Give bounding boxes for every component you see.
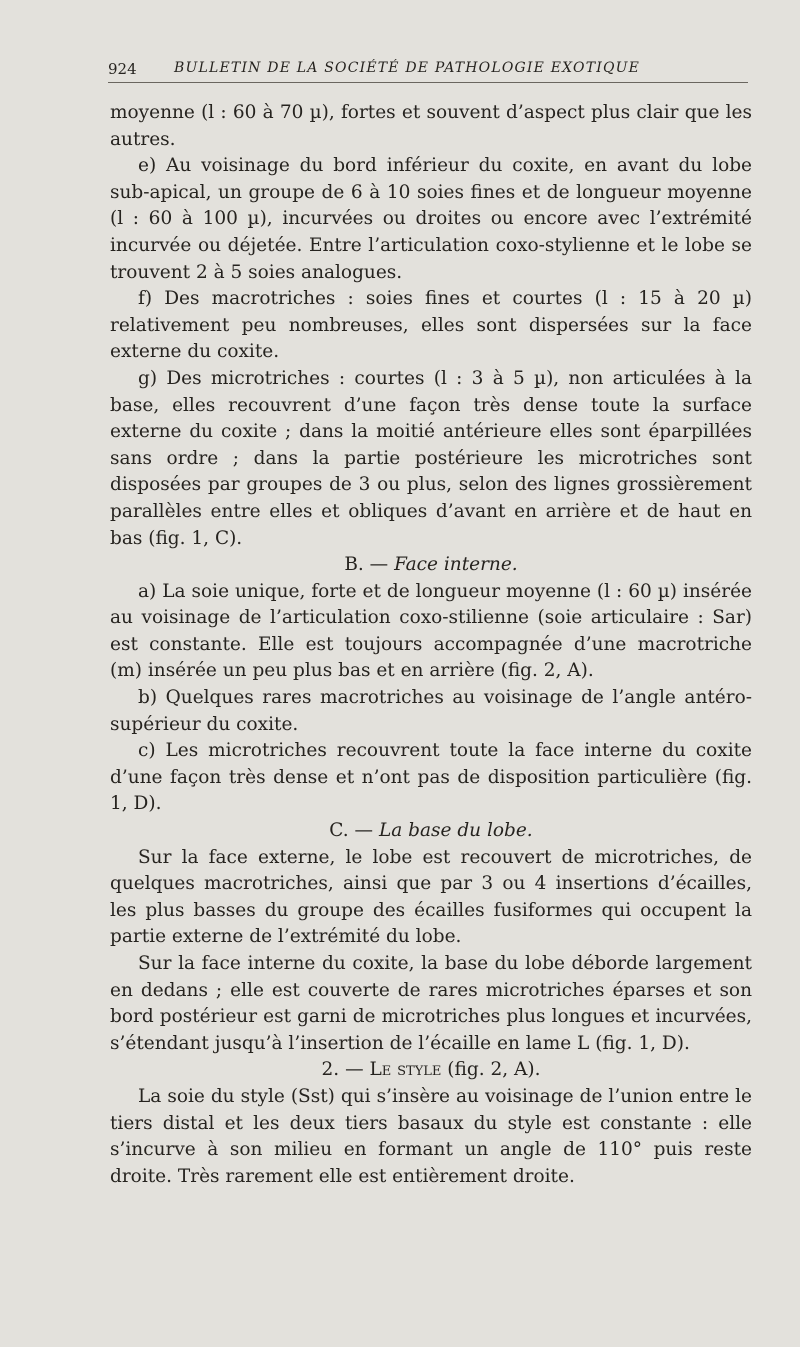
paragraph-f: f) Des macrotriches : soies fines et courtes (l : 15 à 20 µ) relativement peu nombreuses, elles sont dispersées sur la face externe du coxite. — [110, 288, 752, 363]
section-heading-b-label: B. — — [344, 554, 389, 576]
section-heading-c-label: C. — — [329, 820, 374, 842]
paragraph-b-a: a) La soie unique, forte et de longueur moyenne (l : 60 µ) insérée au voisinage de l’articulation coxo-stilienne (soie articulaire : Sar) est constante. Elle est toujours accompagnée d’une macrotriche (m) insérée un peu plus bas et en arrière (fig. 2, A). — [110, 580, 752, 682]
paragraph-g: g) Des microtriches : courtes (l : 3 à 5 µ), non articulées à la base, elles recouvrent d’une façon très dense toute la surface externe du coxite ; dans la moitié antérieure elles sont éparpillées sans ordre ; dans la partie postérieure les microtriches sont disposées par groupes de 3 ou plus, selon des lignes grossièrement parallèles entre elles et obliques d’avant en arrière et de haut en bas (fig. 1, C). — [110, 367, 752, 549]
section-heading-2 — [110, 1057, 752, 1084]
paragraph-e: e) Au voisinage du bord inférieur du coxite, en avant du lobe sub-apical, un groupe de 6 à 10 soies fines et de longueur moyenne (l : 60 à 100 µ), incurvées ou droites ou encore avec l’extrémité incurvée ou déjetée. Entre l’articulation coxo-stylienne et le lobe se trouvent 2 à 5 soies analogues. — [110, 155, 752, 283]
paragraph-top: moyenne (l : 60 à 70 µ), fortes et souvent d’aspect plus clair que les autres. — [110, 102, 752, 150]
section-heading-c — [110, 818, 752, 845]
page-number: 924 — [108, 60, 137, 78]
paragraph-b-b: b) Quelques rares macrotriches au voisinage de l’angle antéro-supérieur du coxite. — [110, 687, 752, 735]
running-title: BULLETIN DE LA SOCIÉTÉ DE PATHOLOGIE EXOTIQUE — [174, 60, 641, 76]
page-header — [108, 52, 748, 83]
section-heading-c-title: La base du lobe. — [378, 820, 533, 842]
paragraph-style: La soie du style (Sst) qui s’insère au voisinage de l’union entre le tiers distal et les deux tiers basaux du style est constante : elle s’incurve à son milieu en formant un angle de 110° puis reste droite. Très rarement elle est entièrement droite. — [110, 1085, 752, 1187]
section-heading-2-ref: (fig. 2, A). — [447, 1059, 541, 1081]
body-text — [110, 100, 752, 1190]
section-heading-2-title: Le style — [369, 1059, 442, 1081]
paragraph-b-c: c) Les microtriches recouvrent toute la face interne du coxite d’une façon très dense et n’ont pas de disposition particulière (fig. 1, D). — [110, 740, 752, 815]
paragraph-c-1: Sur la face externe, le lobe est recouvert de microtriches, de quelques macrotriches, ainsi que par 3 ou 4 insertions d’écailles, les plus basses du groupe des écailles fusiformes qui occupent la partie externe de l’extrémité du lobe. — [110, 846, 752, 948]
paragraph-c-2: Sur la face interne du coxite, la base du lobe déborde largement en dedans ; elle est couverte de rares microtriches éparses et son bord postérieur est garni de microtriches plus longues et incurvées, s’étendant jusqu’à l’insertion de l’écaille en lame L (fig. 1, D). — [110, 953, 752, 1054]
section-heading-b-title: Face interne. — [394, 554, 518, 576]
section-heading-b — [110, 552, 752, 579]
section-heading-2-label: 2. — — [321, 1059, 364, 1081]
